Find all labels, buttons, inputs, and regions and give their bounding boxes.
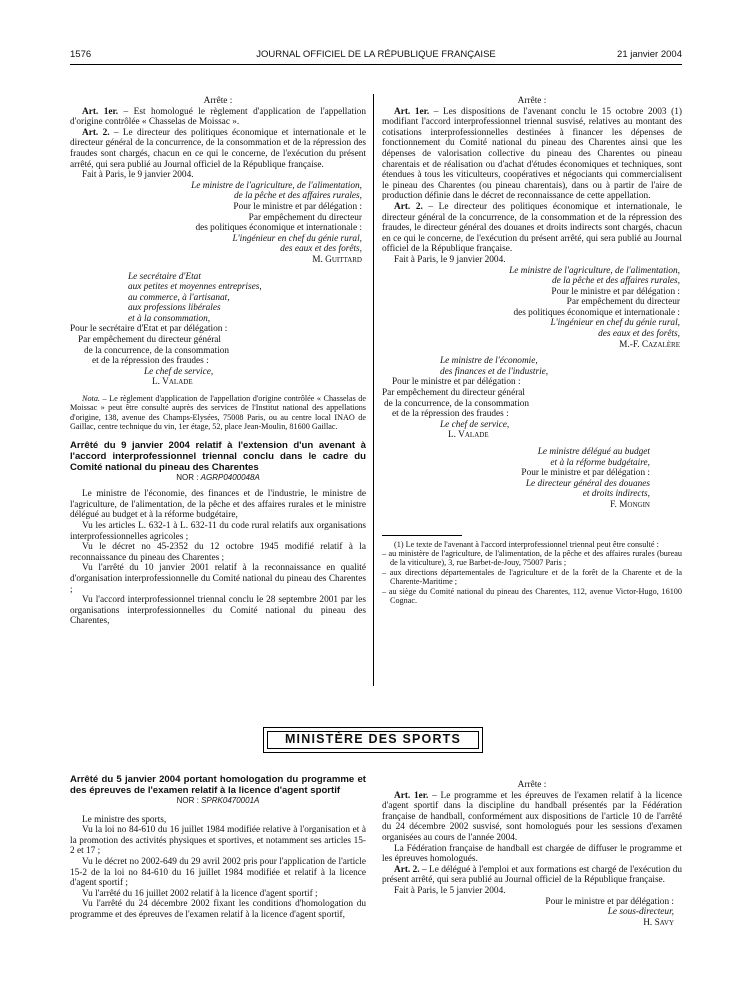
signature-line: H. Savy <box>643 917 674 928</box>
visa: Vu l'accord interprofessionnel triennal conclu le 28 septembre 2001 par les organisations interprofessionnelles du Comité national du pineau des Charentes, <box>70 595 366 627</box>
article-label: Art. 2. <box>394 864 420 875</box>
article-label: Art. 1er. <box>82 106 119 117</box>
signature-line: Pour le ministre et par délégation : <box>233 201 362 212</box>
arrete-heading: Arrête : <box>203 96 233 106</box>
article-text: – Les dispositions de l'avenant conclu le 15 octobre 2003 (1) modifiant l'accord interprofessionnel triennal susvisé, relatives au montant des cotisations interprofessionnelles destinées à financer les dépenses de fonctionnement du Comité national du pineau des Charentes ainsi que les dépenses de valorisation collective du pineau des Charentes ou pineau charentais et de réalisation ou d'achat d'études économiques et techniques, sont étendues à tous les viticulteurs, coopératives et négociants qui commercialisent le pineau des Charentes (ou pineau charentais), dans ou à partir de l'aire de production définie dans le décret de reconnaissance de cette appellation. <box>382 106 682 202</box>
article-text: – Le directeur des politiques économique et internationale, le directeur général de la concurrence, de la consommation et de la répression des fraudes, le directeur général des douanes et droits indirects sont chargés, chacun en ce qui le concerne, de l'exécution du présent arrêté, qui sera publié au Journal officiel de la République française. <box>382 201 682 255</box>
article-label: Art. 1er. <box>394 106 430 117</box>
nota-label: Nota. <box>82 394 100 404</box>
signature-line: Par empêchement du directeur <box>566 297 680 308</box>
arrete-heading: Arrête : <box>517 780 547 790</box>
signature-line: Pour le ministre et par délégation : <box>392 377 521 388</box>
signature-line: et à la consommation, <box>128 313 211 324</box>
decree-title-sports: Arrêté du 5 janvier 2004 portant homologation du programme et des épreuves de l'examen relatif à la licence d'agent sportif <box>70 774 366 796</box>
left-column-top <box>70 96 366 716</box>
visa: Vu le décret no 45-2352 du 12 octobre 1945 modifié relatif à la reconnaissance du pineau des Charentes ; <box>70 542 366 563</box>
nor-reference <box>70 473 366 484</box>
signature-line: Le directeur général des douanes <box>525 478 650 489</box>
signature-line: de la concurrence, de la consommation <box>84 345 230 356</box>
visa: Vu l'arrêté du 24 décembre 2002 fixant les conditions d'homologation du programme et des épreuves de l'examen relatif à la licence d'agent sportif, <box>70 899 366 920</box>
footnote-list <box>382 549 682 605</box>
article-1 <box>70 107 366 128</box>
decree-intro: Le ministre de l'économie, des finances et de l'industrie, le ministre de l'agriculture, de l'alimentation, de la pêche et des affaires rurales et le ministre délégué au budget et à la réforme budgétaire, <box>70 489 366 521</box>
signature-line: au commerce, à l'artisanat, <box>128 292 230 303</box>
nor-code: SPRK0470001A <box>201 796 260 805</box>
article-label: Art. 2. <box>394 201 423 212</box>
fait-a-paris: Fait à Paris, le 9 janvier 2004. <box>394 254 506 265</box>
signature-line: Pour le ministre et par délégation : <box>521 468 650 479</box>
chef-de-service: Le chef de service, <box>144 366 214 377</box>
decree-intro: Le ministre des sports, <box>82 814 167 825</box>
signature-line: de la pêche et des affaires rurales, <box>552 276 680 287</box>
nota-text: – Le règlement d'application de l'appellation d'origine contrôlée « Chasselas de Moissac » peut être consulté auprès des services de l'Institut national des appellations d'origine, 138, avenue des Champs-Elysées, 75008 Paris, ou au centre local INAO de Gaillac, centre technique du vin, 1er étage, 52, place Jean-Moulin, 81600 Gaillac. <box>70 394 366 432</box>
article-2 <box>382 865 682 886</box>
left-column-bottom <box>70 774 366 974</box>
signature-delegation <box>382 377 682 419</box>
article-1 <box>382 791 682 844</box>
ministry-heading-box <box>263 727 483 753</box>
article-text: – Le délégué à l'emploi et aux formations est chargé de l'exécution du présent arrêté, qui sera publié au Journal officiel de la République française. <box>382 864 682 886</box>
footnote-intro: (1) Le texte de l'avenant à l'accord interprofessionnel triennal peut être consulté : <box>394 539 659 549</box>
signature-delegation <box>70 324 366 366</box>
signature-line: Par empêchement du directeur <box>248 212 362 223</box>
signatory-name: L. Valade <box>152 377 193 388</box>
signature-line: et droits indirects, <box>582 489 650 500</box>
signature-line: et de la répression des fraudes : <box>392 409 509 420</box>
signature-line: des finances et de l'industrie, <box>440 366 549 377</box>
issue-date: 21 janvier 2004 <box>617 49 682 60</box>
nor-label: NOR : <box>176 796 202 805</box>
decree-title-pineau: Arrêté du 9 janvier 2004 relatif à l'extension d'un avenant à l'accord interprofessionnel triennal conclu dans le cadre du Comité national du pineau des Charentes <box>70 439 366 473</box>
signature-line: Le ministre délégué au budget <box>537 447 650 457</box>
visa: Vu l'arrêté du 10 janvier 2001 relatif à la reconnaissance en qualité d'organisation interprofessionnelle du Comité national du pineau des Charentes ; <box>70 563 366 595</box>
signature-line: Le ministre de l'agriculture, de l'alimentation, <box>191 180 362 191</box>
signature-line: F. Mongin <box>610 499 650 510</box>
arrete-heading: Arrête : <box>517 96 547 106</box>
article-2 <box>70 128 366 170</box>
journal-title: JOURNAL OFFICIEL DE LA RÉPUBLIQUE FRANÇAISE <box>256 49 496 60</box>
right-column-top <box>382 96 682 696</box>
right-column-bottom <box>382 780 682 974</box>
fait-a-paris: Fait à Paris, le 5 janvier 2004. <box>394 885 506 896</box>
visa: Vu les articles L. 632-1 à L. 632-11 du code rural relatifs aux organisations interprofessionnelles agricoles ; <box>70 521 366 542</box>
article-2 <box>382 202 682 255</box>
paragraph: La Fédération française de handball est chargée de diffuser le programme et les épreuves homologués. <box>382 843 682 865</box>
footnote-rule <box>382 535 462 536</box>
signature-block-agriculture <box>70 181 366 266</box>
visas-list <box>70 825 366 920</box>
footnote-item: – au ministère de l'agriculture, de l'alimentation, de la pêche et des affaires rurales (bureau de la viticulture), 3, rue Barbet-de-Jouy, 75007 Paris ; <box>382 548 682 568</box>
article-text: – Le programme et les épreuves de l'examen relatif à la licence d'agent sportif dans la discipline du handball présentés par la Fédération française de handball, conformément aux dispositions de l'article 10 de l'arrêté du 24 décembre 2002 susvisé, sont homologués pour les sessions d'examen organisées au cours de l'année 2004. <box>382 790 682 843</box>
article-text: – Le directeur des politiques économique et internationale et le directeur général de la concurrence, de la consommation et de la répression des fraudes sont chargés, chacun en ce qui le concerne, de l'exécution du présent arrêté, qui sera publié au Journal officiel de la République française. <box>70 127 366 170</box>
signature-line: des politiques économique et internationale : <box>513 307 680 318</box>
visa: Vu le décret no 2002-649 du 29 avril 2002 pris pour l'application de l'article 15-2 de la loi no 84-610 du 16 juillet 1984 modifiée et relatif à la licence d'agent sportif ; <box>70 856 366 889</box>
signature-line: Par empêchement du directeur général <box>382 388 525 399</box>
nor-code: AGRP0400048A <box>200 472 260 482</box>
signature-block-consommation <box>70 272 366 325</box>
signature-line: de la pêche et des affaires rurales, <box>234 191 362 202</box>
signature-line: et à la réforme budgétaire, <box>550 457 650 468</box>
article-label: Art. 2. <box>82 127 110 138</box>
column-divider <box>373 94 374 686</box>
signature-line: Le ministre de l'agriculture, de l'alimentation, <box>509 265 680 276</box>
signature-line: et de la répression des fraudes : <box>92 356 209 367</box>
signature-line: M. Guittard <box>312 254 362 265</box>
nor-label: NOR : <box>176 472 201 482</box>
nota <box>70 394 366 432</box>
page-number: 1576 <box>70 49 92 60</box>
signature-block-agriculture <box>382 266 682 351</box>
signature-line: Le ministre de l'économie, <box>440 356 538 367</box>
signature-line: aux professions libérales <box>128 303 221 314</box>
signature-line: Le secrétaire d'Etat <box>128 271 201 282</box>
fait-a-paris: Fait à Paris, le 9 janvier 2004. <box>82 170 194 181</box>
nor-reference <box>70 796 366 807</box>
signatory-name: L. Valade <box>448 430 489 441</box>
signature-line: L'ingénieur en chef du génie rural, <box>232 233 362 244</box>
signature-line: des eaux et des forêts, <box>598 329 680 340</box>
signature-block-budget <box>382 447 682 511</box>
signature-line: des politiques économique et internationale : <box>195 223 362 234</box>
signature-line: Pour le ministre et par délégation : <box>545 896 674 907</box>
visa: Vu la loi no 84-610 du 16 juillet 1984 modifiée relative à l'organisation et à la promotion des activités physiques et sportives, et notamment ses articles 15-2 et 17 ; <box>70 825 366 857</box>
article-text: – Est homologué le règlement d'application de l'appellation d'origine contrôlée « Chasselas de Moissac ». <box>70 106 366 128</box>
page-header <box>70 50 682 65</box>
visa: Vu l'arrêté du 16 juillet 2002 relatif à la licence d'agent sportif ; <box>82 888 318 899</box>
signature-line: L'ingénieur en chef du génie rural, <box>550 318 680 329</box>
signature-line: Par empêchement du directeur général <box>78 335 221 346</box>
ministry-heading: MINISTÈRE DES SPORTS <box>267 731 479 749</box>
signature-line: M.-F. Cazalère <box>619 339 680 350</box>
signature-line: des eaux et des forêts, <box>280 244 362 255</box>
article-1 <box>382 107 682 202</box>
signature-line: de la concurrence, de la consommation <box>384 398 530 409</box>
signature-line: aux petites et moyennes entreprises, <box>128 282 262 293</box>
footnote-item: – au siège du Comité national du pineau des Charentes, 112, avenue Victor-Hugo, 16100 Cognac. <box>382 586 682 605</box>
visas-list <box>70 521 366 627</box>
signature-block-economie <box>382 356 682 377</box>
signature-line: Le sous-directeur, <box>607 907 674 918</box>
signature-block-sports <box>382 897 682 929</box>
signature-line: Pour le ministre et par délégation : <box>551 286 680 297</box>
article-label: Art. 1er. <box>394 790 429 801</box>
footnote-item: – aux directions départementales de l'agriculture et de la forêt de la Charente et de la Charente-Maritime ; <box>382 567 682 587</box>
chef-de-service: Le chef de service, <box>440 419 510 430</box>
signature-line: Pour le secrétaire d'Etat et par délégation : <box>70 324 228 335</box>
